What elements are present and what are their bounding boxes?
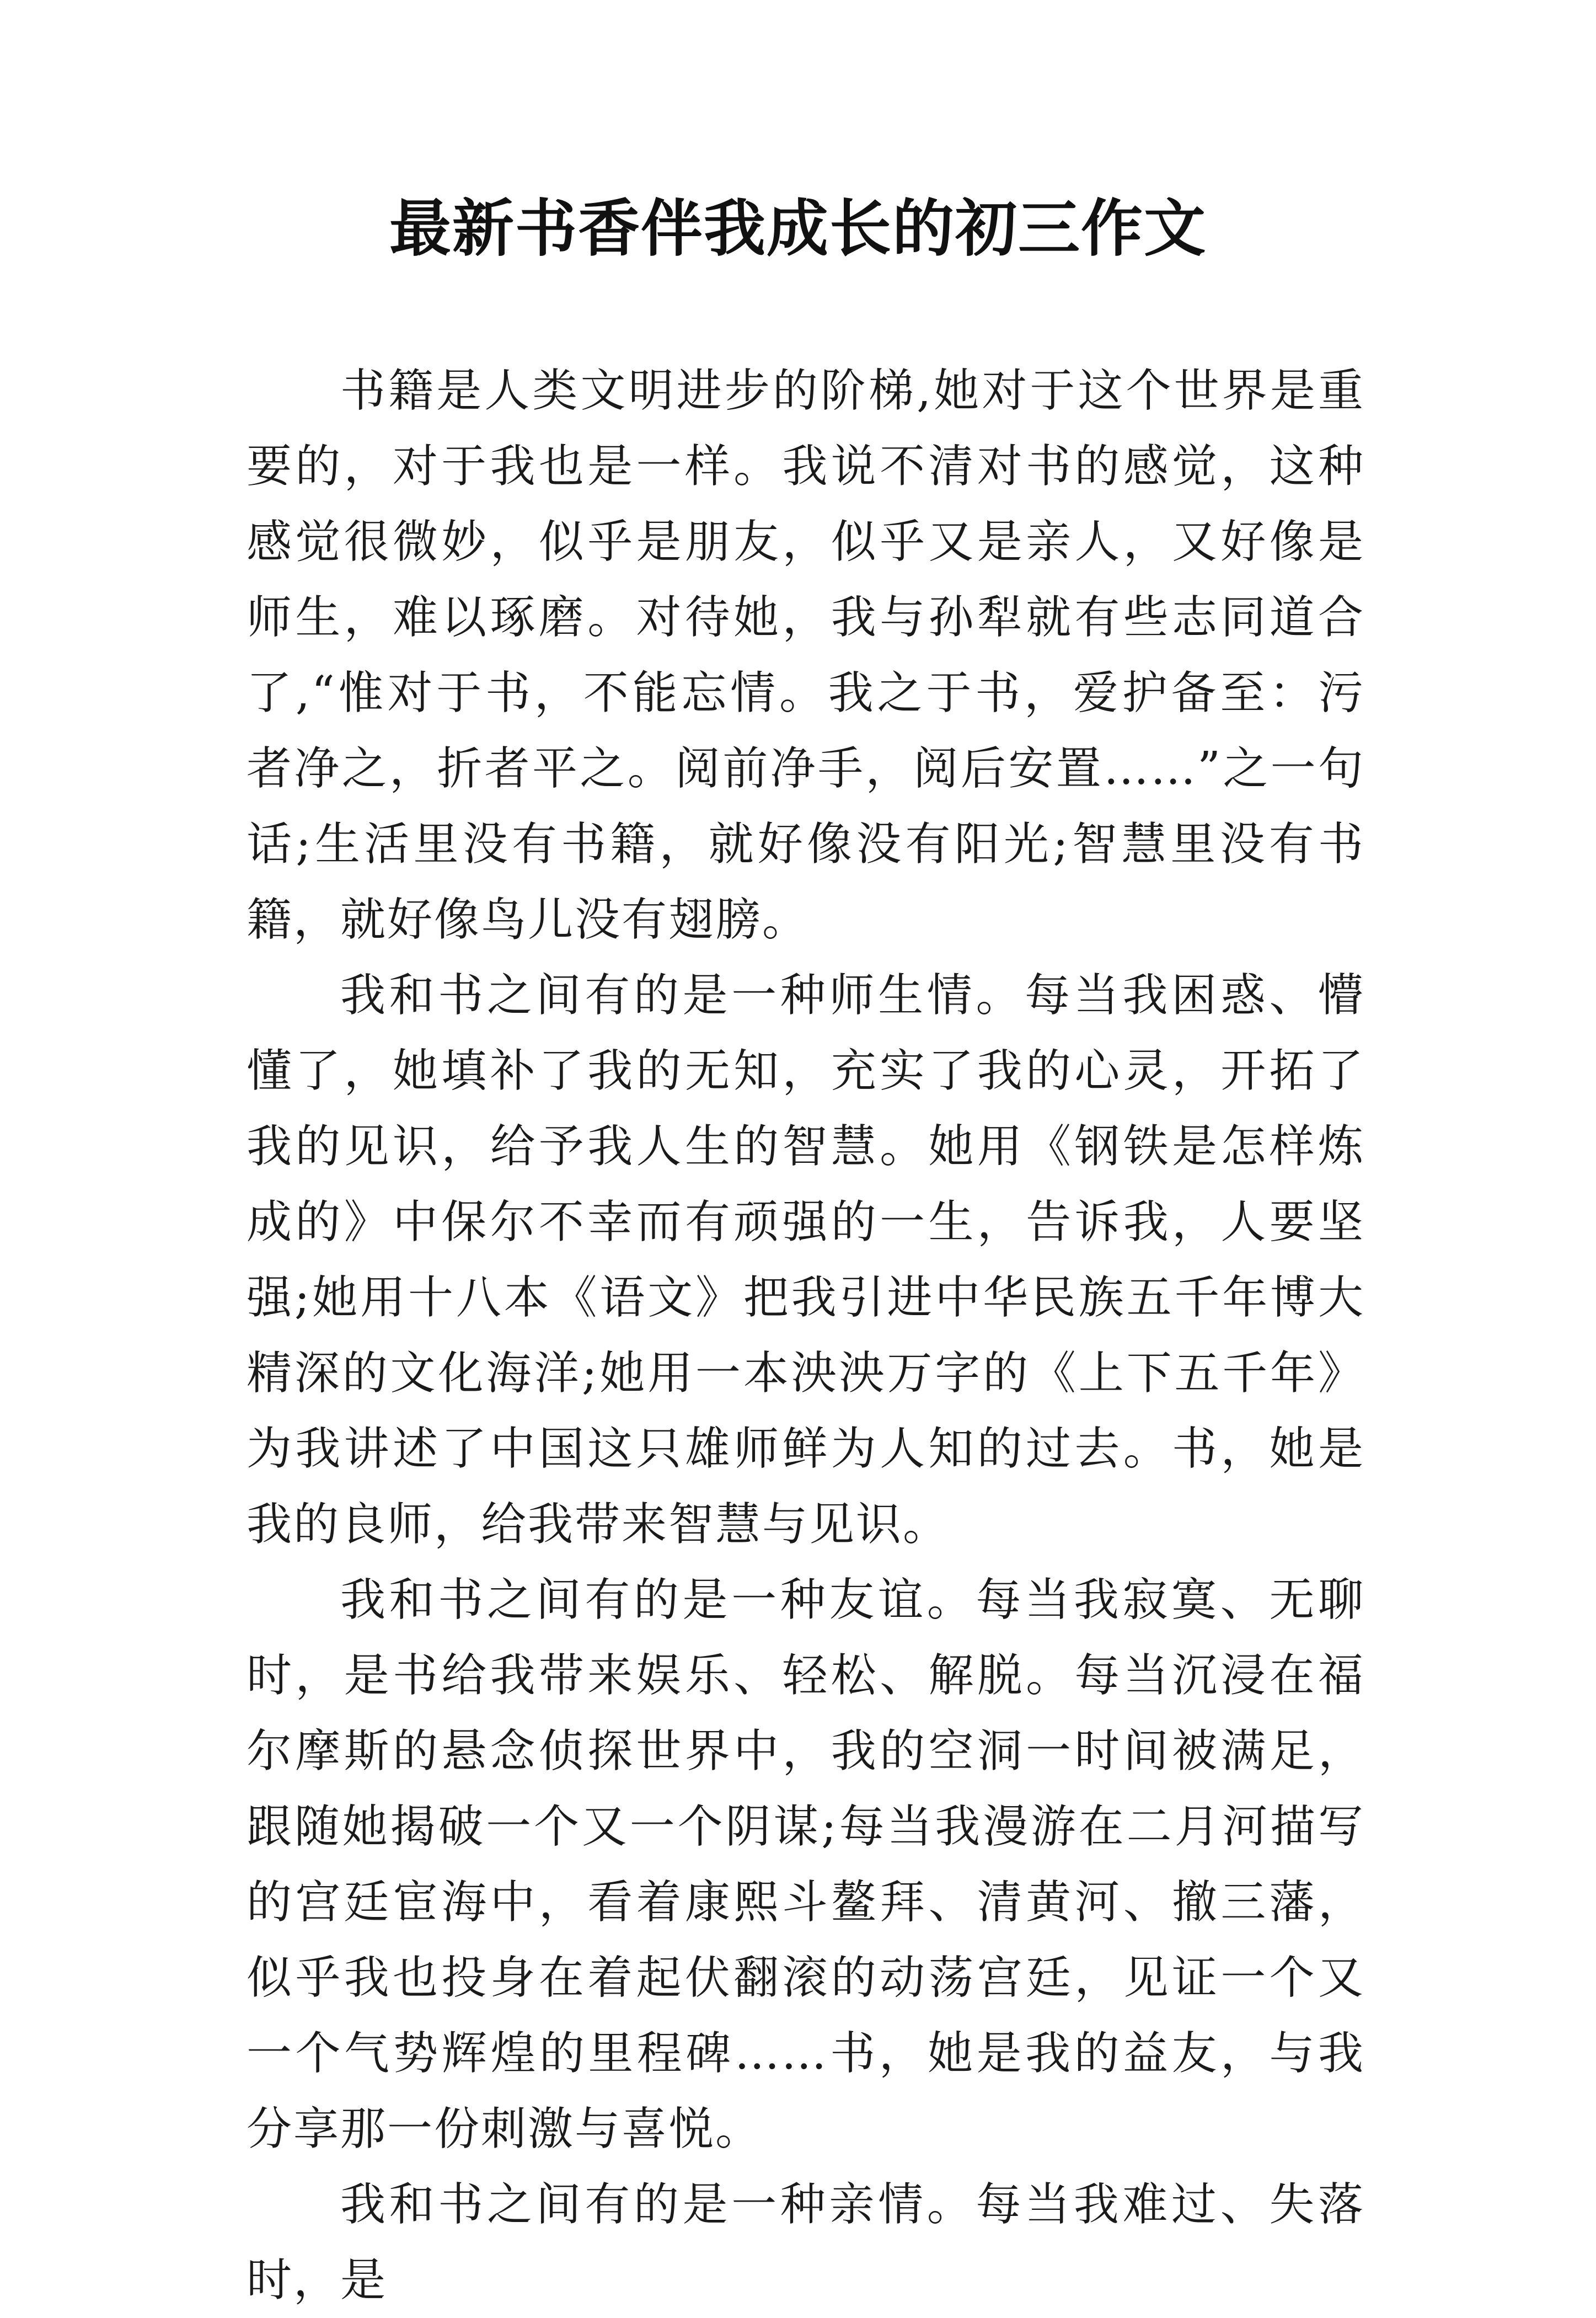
paragraph-1: 书籍是人类文明进步的阶梯,她对于这个世界是重要的，对于我也是一样。我说不清对书的感觉，这种感觉很微妙，似乎是朋友，似乎又是亲人，又好像是师生，难以琢磨。对待她，我与孙犁就有些志同道合了,“惟对于书，不能忘情。我之于书，爱护备至：污者净之，折者平之。阅前净手，阅后安置……”之一句话;生活里没有书籍，就好像没有阳光;智慧里没有书籍，就好像鸟儿没有翅膀。: [247, 365, 1365, 946]
paragraph-3: 我和书之间有的是一种友谊。每当我寂寞、无聊时，是书给我带来娱乐、轻松、解脱。每当沉浸在福尔摩斯的悬念侦探世界中，我的空洞一时间被满足，跟随她揭破一个又一个阴谋;每当我漫游在二月河描写的宫廷宦海中，看着康熙斗鳌拜、清黄河、撤三藩，似乎我也投身在着起伏翻滚的动荡宫廷，见证一个又一个气势辉煌的里程碑……书，她是我的益友，与我分享那一份刺激与喜悦。: [247, 1574, 1365, 2155]
document-body: [247, 353, 1365, 2318]
paragraph-2: 我和书之间有的是一种师生情。每当我困惑、懵懂了，她填补了我的无知，充实了我的心灵，开拓了我的见识，给予我人生的智慧。她用《钢铁是怎样炼成的》中保尔不幸而有顽强的一生，告诉我，人要坚强;她用十八本《语文》把我引进中华民族五千年博大精深的文化海洋;她用一本泱泱万字的《上下五千年》为我讲述了中国这只雄师鲜为人知的过去。书，她是我的良师，给我带来智慧与见识。: [247, 969, 1365, 1551]
document-title: 最新书香伴我成长的初三作文: [389, 193, 1207, 265]
paragraph-4: 我和书之间有的是一种亲情。每当我难过、失落时，是: [247, 2178, 1365, 2306]
